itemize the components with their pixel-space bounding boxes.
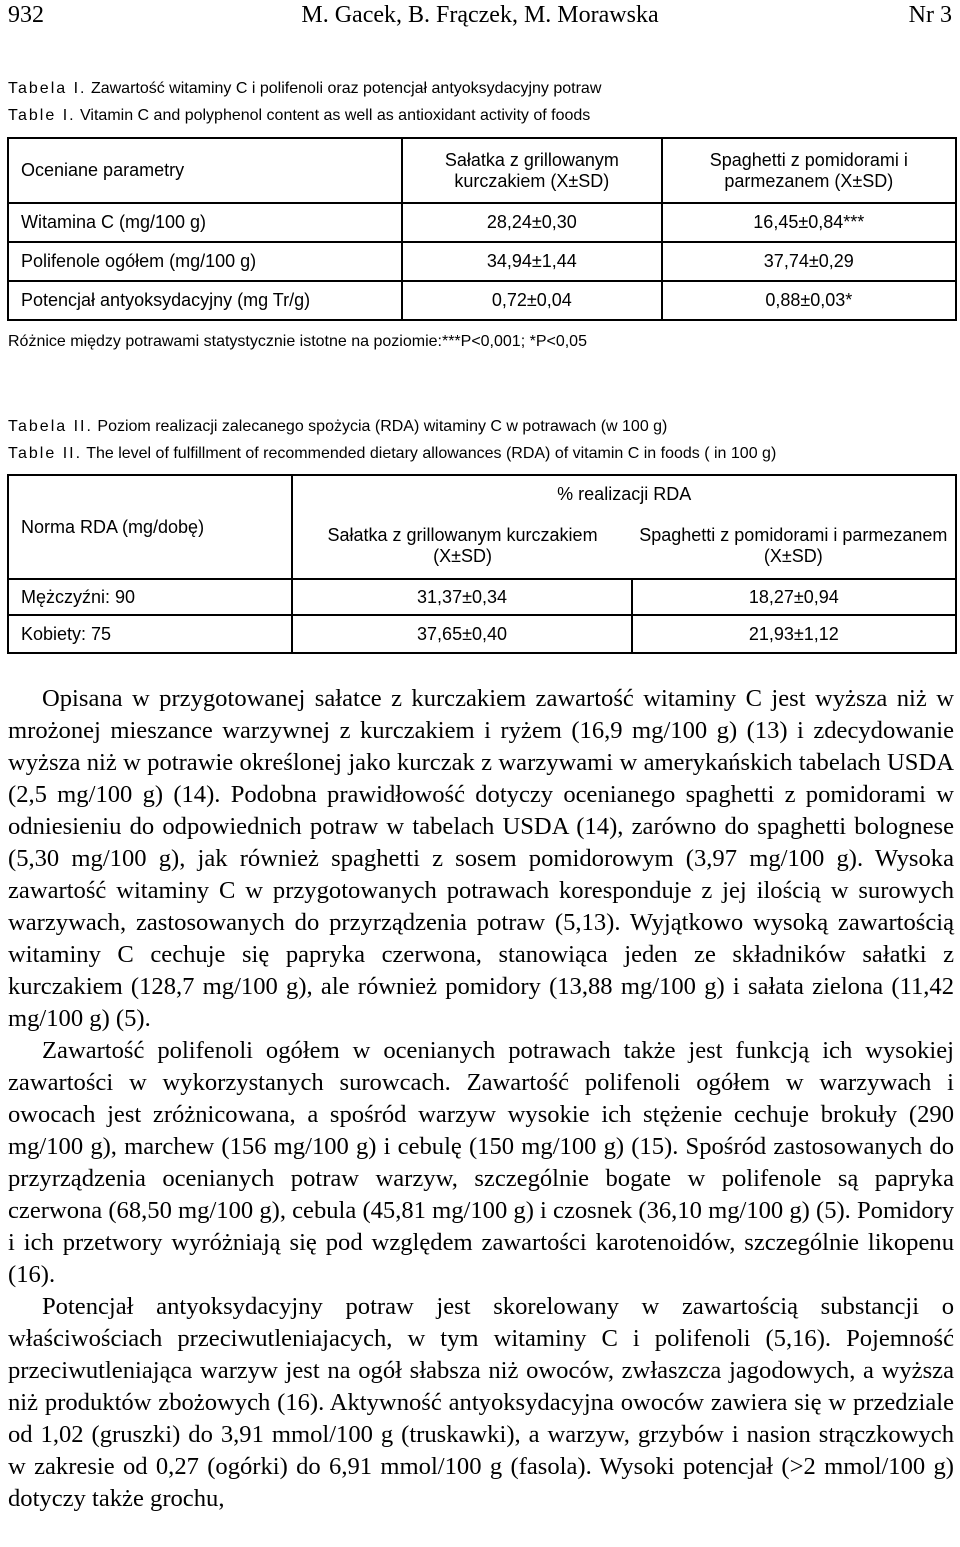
table2 [7,474,957,654]
body-text [8,683,954,1515]
header-issue: Nr 3 [908,2,952,28]
table2-header-cell: Sałatka z grillowanym kurczakiem (X±SD) [292,513,631,579]
table-cell: Kobiety: 75 [8,615,292,653]
table-cell: 34,94±1,44 [402,242,661,281]
table1-title-en: Vitamin C and polyphenol content as well as antioxidant activity of foods [80,107,591,124]
table-cell: Mężczyźni: 90 [8,579,292,615]
table2-caption-en [8,445,776,463]
table2-label-en: Table II. [8,445,83,462]
table-cell: 0,72±0,04 [402,281,661,320]
table1-header-cell: Spaghetti z pomidorami i parmezanem (X±SD) [662,138,956,203]
paragraph: Opisana w przygotowanej sałatce z kurczakiem zawartość witaminy C jest wyższa niż w mrożonej mieszance warzywnej z kurczakiem i ryżem (16,9 mg/100 g) (13) i zdecydowanie wyższa niż w potrawie określonej jako kurczak z warzywami w amerykańskich tabelach USDA (2,5 mg/100 g) (14). Podobna prawidłowość dotyczy ocenianego spaghetti z pomidorami w odniesieniu do odpowiednich potraw w tabelach USDA (14), zarówno do spaghetti bolognese (5,30 mg/100 g), jak również spaghetti z sosem pomidorowym (3,97 mg/100 g). Wysoka zawartość witaminy C w przygotowanych potrawach koresponduje z jej ilością w surowych warzywach, zastosowanych do przyrządzenia potraw (5,13). Wyjątkowo wysoką zawartością witaminy C cechuje się papryka czerwona, stanowiąca jeden ze składników sałatki z kurczakiem (128,7 mg/100 g), ale również pomidory (13,88 mg/100 g) i sałata zielona (11,42 mg/100 g) (5). [8,685,954,1032]
table-cell: 31,37±0,34 [292,579,631,615]
table1-label-en: Table I. [8,107,76,124]
table1-header-cell: Sałatka z grillowanym kurczakiem (X±SD) [402,138,661,203]
table1-footnote: Różnice między potrawami statystycznie istotne na poziomie:***P<0,001; *P<0,05 [8,333,587,350]
table-row [8,242,956,281]
table1-header-row [8,138,956,203]
page-number: 932 [8,2,44,28]
table-cell: 18,27±0,94 [632,579,956,615]
running-header [8,2,952,32]
header-authors: M. Gacek, B. Frączek, M. Morawska [301,2,659,28]
table2-caption-pl [8,418,667,436]
table-cell: 21,93±1,12 [632,615,956,653]
table1-caption-en [8,107,590,125]
paragraph: Potencjał antyoksydacyjny potraw jest skorelowany w zawartością substancji o właściwościach przeciwutleniajacych, w tym witaminy C i polifenoli (5,16). Pojemność przeciwutleniająca warzyw jest na ogół słabsza niż owoców, zwłaszcza jagodowych, a wyższa niż produktów zbożowych (16). Aktywność antyoksydacyjna owoców zawiera się w przedziale od 1,02 (gruszki) do 3,91 mmol/100 g (truskawki), a warzyw, grzybów i nasion strączkowych w zakresie od 0,27 (ogórki) do 6,91 mmol/100 g (fasola). Wysoki potencjał (>2 mmol/100 g) dotyczy także grochu, [8,1293,954,1512]
table-cell: 28,24±0,30 [402,203,661,242]
table2-group-header: % realizacji RDA [292,475,956,513]
table-cell: 37,74±0,29 [662,242,956,281]
table1-title-pl: Zawartość witaminy C i polifenoli oraz potencjał antyoksydacyjny potraw [90,80,602,97]
table1 [7,137,957,321]
paragraph: Zawartość polifenoli ogółem w ocenianych potrawach także jest funkcją ich wysokiej zawartości w wykorzystanych surowcach. Zawartość polifenoli ogółem w warzywach i owocach jest zróżnicowana, a spośród warzyw wysokie ich stężenie cechuje brokuły (290 mg/100 g), marchew (156 mg/100 g) i cebulę (150 mg/100 g) (15). Spośród zastosowanych do przyrządzenia ocenianych potraw warzyw, szczególnie bogate w polifenole są papryka czerwona (68,50 mg/100 g), cebula (45,81 mg/100 g) i czosnek (36,10 mg/100 g) (5). Pomidory i ich przetwory wyróżniają się pod względem zawartości karotenoidów, szczególnie likopenu (16). [8,1037,954,1288]
table-row [8,615,956,653]
table-row [8,281,956,320]
table-cell: Witamina C (mg/100 g) [8,203,402,242]
table-row [8,579,956,615]
table2-label-pl: Tabela II. [8,418,93,435]
table1-label-pl: Tabela I. [8,80,87,97]
table2-header-cell: Spaghetti z pomidorami i parmezanem (X±SD) [632,513,956,579]
table1-header-cell: Oceniane parametry [8,138,402,203]
table2-header-cell: Norma RDA (mg/dobę) [8,475,292,579]
table2-title-pl: Poziom realizacji zalecanego spożycia (RDA) witaminy C w potrawach (w 100 g) [97,418,668,435]
table-cell: 0,88±0,03* [662,281,956,320]
table2-title-en: The level of fulfillment of recommended dietary allowances (RDA) of vitamin C in foods ( in 100 g) [86,445,777,462]
table-cell: 16,45±0,84*** [662,203,956,242]
table-cell: Potencjał antyoksydacyjny (mg Tr/g) [8,281,402,320]
table1-caption-pl [8,80,601,98]
table-cell: 37,65±0,40 [292,615,631,653]
table2-header-row [8,475,956,513]
table-cell: Polifenole ogółem (mg/100 g) [8,242,402,281]
table-row [8,203,956,242]
